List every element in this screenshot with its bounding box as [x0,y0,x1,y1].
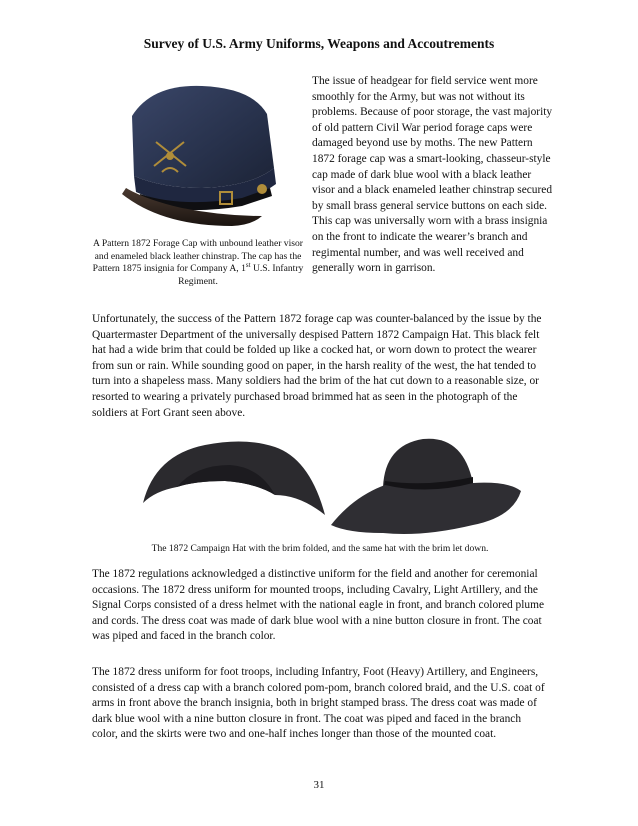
page-number: 31 [313,779,325,791]
paragraph-campaign-hat: Unfortunately, the success of the Pattern 1872 forage cap was counter-balanced by the issue by the Quartermaster Department of the universally despised Pattern 1872 Campaign Hat. This black felt hat had a wide brim that could be folded up like a cocked hat, or worn down to protect the wearer from sun or rain. While sounding good on paper, in the harsh reality of the west, the hat tended to turn into a shapeless mass. Many soldiers had the brim of the hat cut down to a reasonable size, or resorted to wearing a privately purchased broad brimmed hat as seen in the photograph of the soldiers at Fort Grant seen above. [92,313,542,419]
campaign-hat-folded-photo [125,425,340,540]
campaign-hat-caption: The 1872 Campaign Hat with the brim folded, and the same hat with the brim let down. [151,543,489,554]
paragraph-mounted-dress: The 1872 regulations acknowledged a distinctive uniform for the field and another for ceremonial occasions. The 1872 dress uniform for mounted troops, including Cavalry, Light Artillery, and the Signal Corps consisted of a dress helmet with the national eagle in front, and branch colored plume and cords. The dress coat was made of dark blue wool with a nine button closure in front. The coat was piped and faced in the branch color. [92,568,545,643]
forage-cap-photo [92,76,304,236]
campaign-hat-brim-down-photo [323,425,528,540]
right-column-text: The issue of headgear for field service went more smoothly for the Army, but was not without its problems. Because of poor storage, the vast majority of old pattern Civil War period forage caps were damaged beyond use by moths. The new Pattern 1872 forage cap was a smart-looking, chasseur-style cap made of dark blue wool with a black leather visor and a black enameled leather chinstrap secured by small brass general service buttons on each side. This cap was universally worn with a brass insignia on the front to indicate the wearer’s branch and regimental number, and was well received and generally worn in garrison. [312,75,553,275]
paragraph-foot-dress: The 1872 dress uniform for foot troops, including Infantry, Foot (Heavy) Artillery, and Engineers, consisted of a dress cap with a branch colored pom-pom, branch colored braid, and the U.S. coat of arms in front above the branch insignia, both in bright stamped brass. The dress coat was made of dark blue wool with a nine button closure in front. The coat was piped and faced in the branch color, and the skirts were two and one-half inches longer than those of the mounted coat. [92,666,545,741]
forage-cap-caption: A Pattern 1872 Forage Cap with unbound leather visor and enameled black leather chinstrap. The cap has the Pattern 1875 insignia for Company A, 1st U.S. Infantry Regiment. [92,238,304,287]
running-header: Survey of U.S. Army Uniforms, Weapons and Accoutrements [143,36,495,51]
